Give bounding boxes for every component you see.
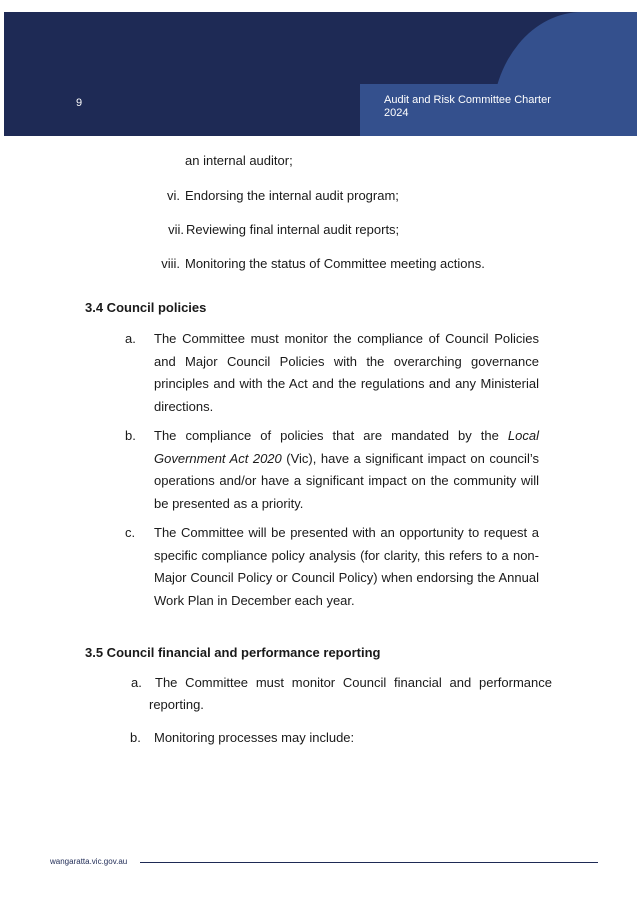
list-item-text: Endorsing the internal audit program;	[185, 188, 399, 203]
paragraph-line: principles and with the Act and the regulations and any Ministerial	[154, 376, 539, 391]
footer-website-url: wangaratta.vic.gov.au	[50, 857, 128, 866]
header-title-box	[360, 84, 637, 136]
paragraph-3-4-a	[154, 328, 539, 418]
page-header	[4, 12, 637, 136]
document-title	[384, 94, 624, 120]
section-heading-3-4: 3.4 Council policies	[85, 300, 207, 315]
section-heading-3-5: 3.5 Council financial and performance reporting	[85, 645, 381, 660]
paragraph-line: The Committee must monitor the compliance of Council Policies	[154, 331, 539, 346]
page-number: 9	[76, 97, 83, 109]
paragraph-letter: b.	[125, 428, 136, 443]
footer-divider	[140, 862, 598, 863]
paragraph-3-5-a-line2: reporting.	[149, 697, 204, 712]
paragraph-line: The Committee will be presented with an opportunity to request a	[154, 525, 539, 540]
document-title-line1: Audit and Risk Committee Charter	[384, 94, 551, 106]
paragraph-3-5-b: Monitoring processes may include:	[154, 730, 355, 745]
paragraph-letter: c.	[125, 525, 136, 540]
paragraph-letter: b.	[130, 730, 141, 745]
act-name-italic: Local	[507, 428, 539, 443]
paragraph-3-4-c	[154, 522, 539, 612]
paragraph-line: Major Council Policy or Council Policy) when endorsing the Annual	[154, 570, 539, 585]
paragraph-letter: a.	[131, 675, 142, 690]
act-name-italic: Government Act 2020	[154, 450, 282, 466]
list-continued-text: an internal auditor;	[185, 153, 293, 168]
document-title-line2: 2024	[384, 107, 409, 119]
paragraph-text: The compliance of policies that are mandated by the	[154, 428, 508, 443]
paragraph-3-4-b	[154, 425, 539, 515]
paragraph-line: and Major Council Policies with the overarching governance	[154, 353, 539, 369]
paragraph-line: directions.	[154, 398, 214, 414]
paragraph-letter: a.	[125, 331, 136, 346]
list-item-text: Reviewing final internal audit reports;	[186, 222, 400, 237]
paragraph-text: (Vic), have a significant impact on council’s	[281, 450, 539, 466]
paragraph-3-5-a-line1: The Committee must monitor Council financial and performance	[155, 675, 552, 690]
paragraph-line	[154, 425, 539, 448]
paragraph-line: specific compliance policy analysis (for clarity, this refers to a non-	[154, 547, 539, 563]
paragraph-line: operations and/or have a significant impact on the community will	[154, 473, 539, 488]
list-item-number: viii.	[161, 256, 180, 271]
paragraph-line: Work Plan in December each year.	[154, 592, 355, 608]
list-item-number: vii.	[168, 222, 184, 237]
list-item-number: vi.	[167, 188, 180, 203]
paragraph-line	[154, 448, 539, 471]
paragraph-line: be presented as a priority.	[154, 495, 304, 511]
list-item-text: Monitoring the status of Committee meeting actions.	[185, 256, 485, 271]
